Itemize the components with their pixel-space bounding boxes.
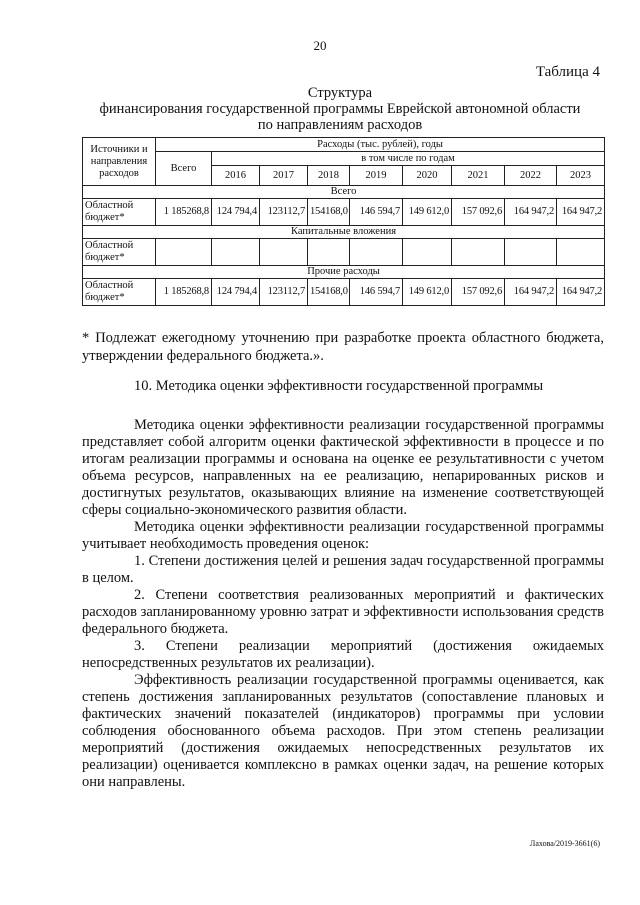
table-row xyxy=(83,279,605,306)
total-header: Всего xyxy=(156,152,212,186)
table-row xyxy=(83,199,605,226)
year-header: 2020 xyxy=(403,166,452,186)
cell-value xyxy=(403,239,452,266)
cell-value: 146 594,7 xyxy=(350,199,403,226)
cell-value: 124 794,4 xyxy=(212,279,260,306)
footnote: * Подлежат ежегодному уточнению при разработке проекта областного бюджета, утверждении федерального бюджета.». xyxy=(82,330,604,364)
cell-value xyxy=(557,239,605,266)
paragraph: Методика оценки эффективности реализации государственной программы учитывает необходимость проведения оценок: xyxy=(82,519,604,552)
cell-value: 149 612,0 xyxy=(403,279,452,306)
cell-value: 123112,7 xyxy=(260,199,308,226)
cell-value: 164 947,2 xyxy=(505,279,557,306)
section-title-other: Прочие расходы xyxy=(83,266,605,279)
paragraph: Эффективность реализации государственной программы оценивается, как степень достижения запланированных результатов (сопоставление плановых и фактических значений показателей (индикаторов) программы при условии соблюдения обоснованного объема расходов. При этом степень реализации мероприятий (достижения ожидаемых непосредственных результатов их реализации) оценивается комплексно в рамках оценки задач, на решение которых они направлены. xyxy=(82,672,604,790)
section-heading: 10. Методика оценки эффективности государственной программы xyxy=(134,378,544,394)
row-label: Областной бюджет* xyxy=(83,279,156,306)
year-header: 2017 xyxy=(260,166,308,186)
title-line-3: по направлениям расходов xyxy=(257,117,423,133)
paragraph: Методика оценки эффективности реализации государственной программы представляет собой алгоритм оценки фактической эффективности в процессе и по итогам реализации программы и основана на оценке ее результативности с учетом объема ресурсов, направленных на ее реализацию, непарированных рисков и достигнутых результатов, оказывающих влияние на изменение соответствующей сферы социально-экономического развития области. xyxy=(82,417,604,518)
cell-value xyxy=(260,239,308,266)
cell-total: 1 185268,8 xyxy=(156,279,212,306)
table-label: Таблица 4 xyxy=(535,64,600,80)
cell-value: 154168,0 xyxy=(308,199,350,226)
paragraph: 1. Степени достижения целей и решения задач государственной программы в целом. xyxy=(82,553,604,586)
cell-value: 124 794,4 xyxy=(212,199,260,226)
cell-value: 164 947,2 xyxy=(557,279,605,306)
cell-value xyxy=(452,239,505,266)
section-title-capital: Капитальные вложения xyxy=(83,226,605,239)
year-header: 2021 xyxy=(452,166,505,186)
cell-total xyxy=(156,239,212,266)
year-header: 2018 xyxy=(308,166,350,186)
cell-value: 164 947,2 xyxy=(557,199,605,226)
cell-value: 157 092,6 xyxy=(452,199,505,226)
page-number: 20 xyxy=(313,38,327,53)
cell-value: 164 947,2 xyxy=(505,199,557,226)
cell-value: 154168,0 xyxy=(308,279,350,306)
year-header: 2019 xyxy=(350,166,403,186)
row-label: Областной бюджет* xyxy=(83,199,156,226)
cell-value: 146 594,7 xyxy=(350,279,403,306)
table-row xyxy=(83,239,605,266)
row-label: Областной бюджет* xyxy=(83,239,156,266)
source-header: Источники и направления расходов xyxy=(83,138,156,186)
cell-value xyxy=(505,239,557,266)
cell-value xyxy=(350,239,403,266)
expenses-header: Расходы (тыс. рублей), годы xyxy=(156,138,605,152)
paragraph: 2. Степени соответствия реализованных мероприятий и фактических расходов запланированному уровню затрат и эффективности использования средств федерального бюджета. xyxy=(82,587,604,637)
year-header: 2016 xyxy=(212,166,260,186)
paragraph: 3. Степени реализации мероприятий (достижения ожидаемых непосредственных результатов их реализации). xyxy=(82,638,604,671)
by-years-header: в том числе по годам xyxy=(212,152,605,166)
table-title xyxy=(80,85,600,133)
cell-value xyxy=(308,239,350,266)
document-code: Лахова/2019-3661(6) xyxy=(529,839,600,848)
cell-total: 1 185268,8 xyxy=(156,199,212,226)
year-header: 2023 xyxy=(557,166,605,186)
title-line-1: Структура xyxy=(307,85,373,101)
section-title-total: Всего xyxy=(83,186,605,199)
financing-table xyxy=(82,137,605,306)
title-line-2: финансирования государственной программы Еврейской автономной области xyxy=(99,101,581,117)
body-text xyxy=(82,417,604,791)
cell-value: 157 092,6 xyxy=(452,279,505,306)
year-header: 2022 xyxy=(505,166,557,186)
cell-value: 123112,7 xyxy=(260,279,308,306)
cell-value: 149 612,0 xyxy=(403,199,452,226)
cell-value xyxy=(212,239,260,266)
